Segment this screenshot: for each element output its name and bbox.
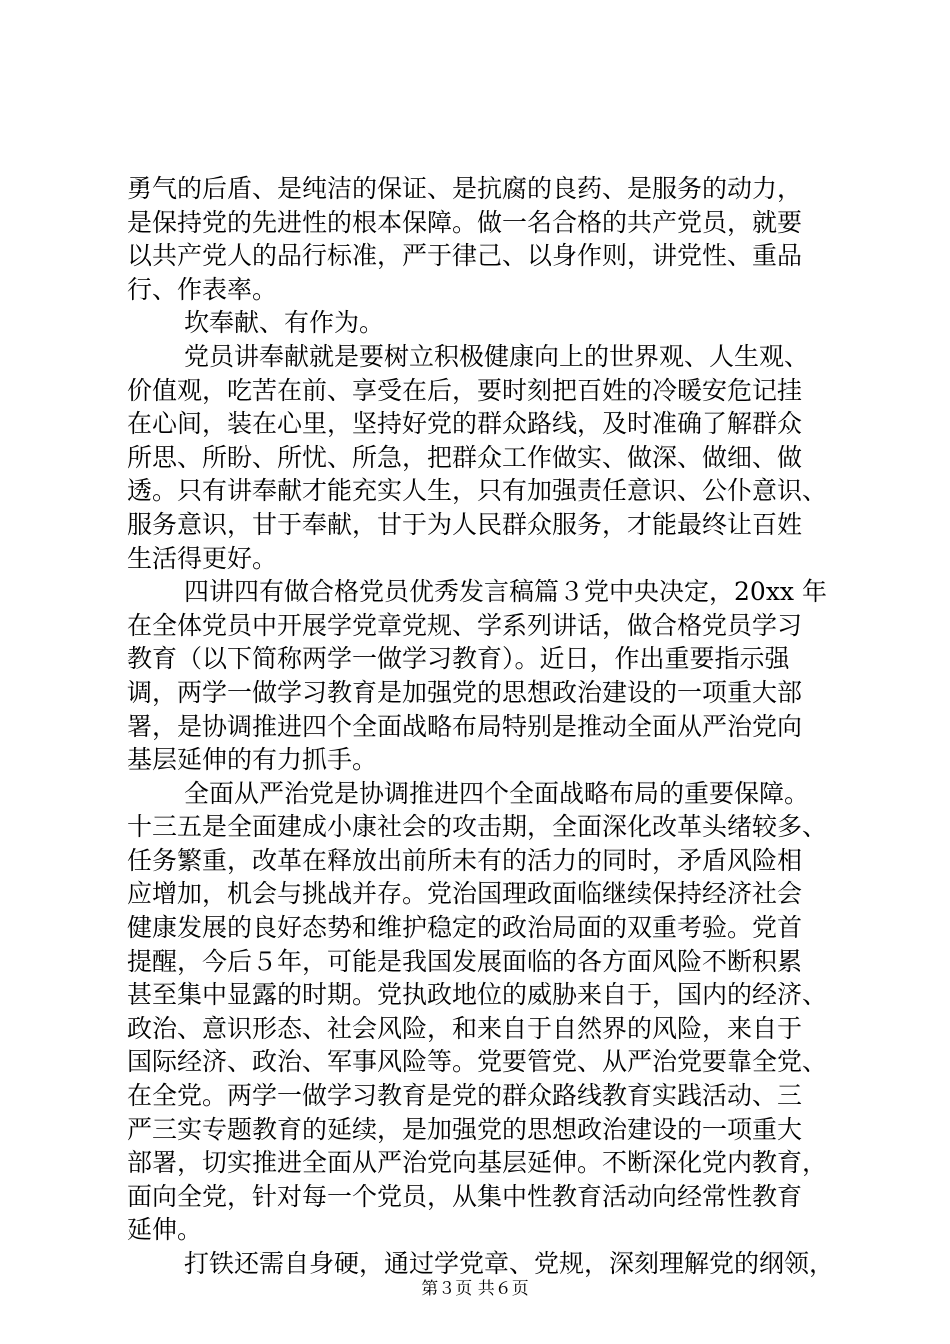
text-line: 以共产党人的品行标准，严于律己、以身作则，讲党性、重品 — [127, 241, 803, 271]
text-line: 生活得更好。 — [127, 543, 278, 573]
text-line: 延伸。 — [127, 1215, 203, 1245]
text-line: 政治、意识形态、社会风险，和来自于自然界的风险，来自于 — [127, 1013, 803, 1043]
text-line: 在全党。两学一做学习教育是党的群众路线教育实践活动、三 — [127, 1081, 803, 1111]
text-line: 是保持党的先进性的根本保障。做一名合格的共产党员，就要 — [127, 207, 803, 237]
text-line: 在心间，装在心里，坚持好党的群众路线，及时准确了解群众 — [127, 409, 803, 439]
page-number-footer: 第３页 共６页 — [421, 1279, 529, 1299]
text-line: 调，两学一做学习教育是加强党的思想政治建设的一项重大部 — [127, 677, 803, 707]
text-line: 打铁还需自身硬，通过学党章、党规，深刻理解党的纲领， — [184, 1249, 835, 1278]
text-line: 署，是协调推进四个全面战略布局特别是推动全面从严治党向 — [127, 711, 803, 741]
text-line: 行、作表率。 — [127, 274, 278, 304]
text-line: 全面从严治党是协调推进四个全面战略布局的重要保障。 — [184, 778, 810, 808]
text-line: 严三实专题教育的延续，是加强党的思想政治建设的一项重大 — [127, 1114, 803, 1144]
text-line: 国际经济、政治、军事风险等。党要管党、从严治党要靠全党、 — [127, 1047, 828, 1077]
text-line: 应增加，机会与挑战并存。党治国理政面临继续保持经济社会 — [127, 879, 803, 909]
text-line: 甚至集中显露的时期。党执政地位的威胁来自于，国内的经济、 — [127, 980, 828, 1010]
text-line: 任务繁重，改革在释放出前所未有的活力的同时，矛盾风险相 — [127, 845, 803, 875]
text-line: 教育（以下简称两学一做学习教育）。近日，作出重要指示强 — [127, 644, 790, 674]
text-line: 在全体党员中开展学党章党规、学系列讲话，做合格党员学习 — [127, 610, 803, 640]
document-body — [127, 172, 842, 1281]
text-line: 面向全党，针对每一个党员，从集中性教育活动向经常性教育 — [127, 1181, 803, 1211]
text-line: 服务意识，甘于奉献，甘于为人民群众服务，才能最终让百姓 — [127, 509, 803, 539]
text-line: 四讲四有做合格党员优秀发言稿篇３党中央决定，20xx 年 — [184, 577, 827, 607]
text-line: 部署，切实推进全面从严治党向基层延伸。不断深化党内教育， — [127, 1148, 828, 1178]
text-line: 勇气的后盾、是纯洁的保证、是抗腐的良药、是服务的动力， — [127, 174, 803, 203]
text-line: 提醒，今后５年，可能是我国发展面临的各方面风险不断积累 — [127, 946, 803, 976]
text-line: 价值观，吃苦在前、享受在后，要时刻把百姓的冷暖安危记挂 — [127, 375, 803, 405]
text-line: 党员讲奉献就是要树立积极健康向上的世界观、人生观、 — [184, 341, 810, 371]
text-line: 坎奉献、有作为。 — [184, 308, 385, 338]
text-line: 透。只有讲奉献才能充实人生，只有加强责任意识、公仆意识、 — [127, 476, 828, 506]
text-line: 十三五是全面建成小康社会的攻击期，全面深化改革头绪较多、 — [127, 812, 828, 842]
text-line: 健康发展的良好态势和维护稳定的政治局面的双重考验。党首 — [127, 913, 803, 943]
text-line: 基层延伸的有力抓手。 — [127, 745, 378, 775]
text-line: 所思、所盼、所忧、所急，把群众工作做实、做深、做细、做 — [127, 442, 803, 472]
